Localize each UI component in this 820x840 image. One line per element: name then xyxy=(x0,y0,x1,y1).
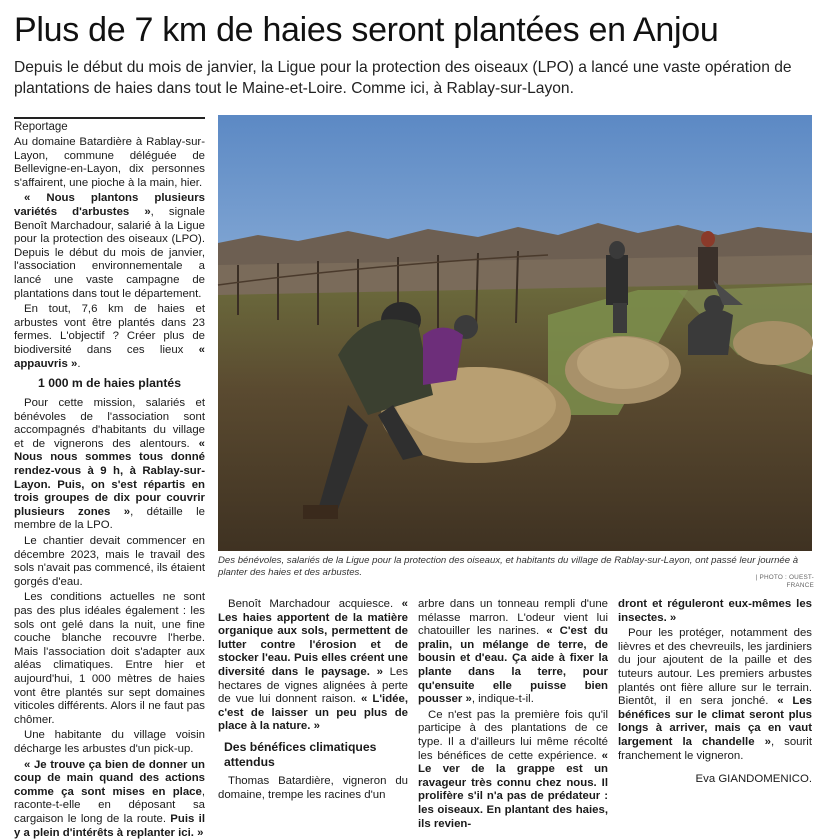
paragraph xyxy=(218,598,408,734)
paragraph xyxy=(618,627,812,763)
text-span: arbre dans un tonneau rempli d'une mélasse marron. L'odeur vient lui chatouiller les narines. xyxy=(418,598,608,638)
paragraph xyxy=(14,759,205,840)
photo-illustration xyxy=(218,115,812,551)
quote: « Je trouve ça bien de donner un coup de main quand des actions comme ça sont mises en place xyxy=(14,758,205,798)
paragraph xyxy=(14,303,205,371)
article-photo xyxy=(218,115,812,551)
paragraph xyxy=(418,709,608,831)
quote: « Les bénéfices sur le climat seront plus longs à arriver, mais ça en vaut largement la chandelle » xyxy=(618,695,812,748)
paragraph xyxy=(14,192,205,301)
paragraph: Une habitante du village voisin décharge les arbustes d'un pick-up. xyxy=(14,729,205,755)
text-span: Pour cette mission, salariés et bénévoles de l'association sont accompagnés d'habitants du village et de vignerons des alentours. xyxy=(14,397,205,450)
quote: « appauvris » xyxy=(14,343,205,370)
text-span: Les hectares de vignes alignées à perte de vue lui donnent raison. xyxy=(218,665,409,706)
paragraph: Thomas Batardière, vigneron du domaine, trempe les racines d'un xyxy=(218,774,408,801)
quote: « Les haies apportent de la matière organique aux sols, permettent de lutter contre l'érosion et de stocker l'eau. Puis elles créent une diversité dans le paysage. » xyxy=(218,598,408,678)
paragraph: Le chantier devait commencer en décembre 2023, mais le travail des sols n'avait pas commencé, ils étaient gorgés d'eau. xyxy=(14,535,205,588)
text-span: , signale Benoît Marchadour, salarié à la Ligue pour la protection des oiseaux (LPO). Depuis le début du mois de janvier, l'association environnementale a lancé une vaste campagne de plantations dans tout le département. xyxy=(14,205,205,300)
text-span: , détaille le membre de la LPO. xyxy=(14,505,205,532)
quote: « Le ver de la grappe est un ravageur très connu chez nous. Il prolifère s'il n'a pas de prédateur : les oiseaux. En plantant des haies, ils revien- xyxy=(418,749,608,830)
quote: « Nous plantons plusieurs variétés d'arbustes » xyxy=(14,192,205,218)
text-span: , sourit franchement le vigneron. xyxy=(618,735,812,762)
paragraph xyxy=(618,598,812,625)
paragraph xyxy=(418,598,608,707)
subheading: Des bénéfices climatiques attendus xyxy=(224,739,377,769)
text-span: Ce n'est pas la première fois qu'il participe à des plantations de ce type. Il a d'ailleurs lui même récolté les bénéfices de cette expérience. xyxy=(418,708,608,762)
article-column-3 xyxy=(418,598,609,830)
text-span: Benoît Marchadour acquiesce. xyxy=(228,598,402,610)
text-span: . xyxy=(77,357,81,370)
article-headline: Plus de 7 km de haies seront plantées en Anjou xyxy=(14,11,719,49)
paragraph xyxy=(14,397,205,533)
article-standfirst: Depuis le début du mois de janvier, la Ligue pour la protection des oiseaux (LPO) a lancé une vaste opération de plantations de haies dans tout le Maine-et-Loire. Comme ici, à Rablay-sur-Layon. xyxy=(14,59,792,97)
author-signature: Eva GIANDOMENICO. xyxy=(695,773,812,786)
paragraph: Au domaine Batardière à Rablay-sur-Layon, commune déléguée de Bellevigne-en-Layon, dix personnes s'affairent, une pioche à la main, hier. xyxy=(14,136,205,189)
paragraph: Les conditions actuelles ne sont pas des plus idéales également : les sols ont gelé dans la nuit, une fine couche blanche recouvre l'herbe. Mais l'association doit s'adapter aux aléas climatiques. Entre hier et aujourd'hui, 1 000 mètres de haies vont être plantés sur sept domaines viticoles différents. Alors il ne faut pas chômer. xyxy=(14,591,205,726)
article-column-2 xyxy=(218,598,408,808)
text-span: Pour les protéger, notamment des lièvres et des chevreuils, les jardiniers du jour ajoutent de la paille et des tuteurs autour. Les premiers arbustes plantés ont fière allure sur le terrain. Bientôt, il en sera jonché. xyxy=(618,627,812,708)
quote: « L'idée, c'est de laisser un peu plus de place à la nature. » xyxy=(218,693,408,733)
quote: dront et réguleront eux-mêmes les insectes. » xyxy=(618,598,812,624)
photo-credit: | PHOTO : OUEST-FRANCE xyxy=(755,574,814,589)
text-span: En tout, 7,6 km de haies et arbustes vont être plantés dans 23 fermes. L'objectif ? Créer plus de biodiversité dans ces lieux xyxy=(14,303,205,356)
subheading: 1 000 m de haies plantés xyxy=(38,376,181,391)
quote: « C'est du pralin, un mélange de terre, de bousin et d'eau. Ça aide à fixer la plante dans la terre, pour qu'ensuite elle puisse bien pousser » xyxy=(418,625,609,706)
article-column-1 xyxy=(14,117,205,839)
rubric-label: Reportage xyxy=(14,117,205,134)
quote: Puis il y a plein d'intérêts à replanter ici. » xyxy=(14,812,205,839)
text-span: , raconte-t-elle en déposant sa cargaison le long de la route. xyxy=(14,785,205,825)
photo-caption: Des bénévoles, salariés de la Ligue pour la protection des oiseaux, et habitants du village de Rablay-sur-Layon, ont passé leur journée à planter des haies et des arbustes. xyxy=(218,555,799,578)
article-column-4 xyxy=(618,598,812,808)
quote: « Nous nous sommes tous donné rendez-vous à 9 h, à Rablay-sur-Layon. Puis, on s'est répartis en trois groupes de dix pour couvrir plusieurs zones » xyxy=(14,437,205,518)
text-span: , indique-t-il. xyxy=(471,693,534,706)
